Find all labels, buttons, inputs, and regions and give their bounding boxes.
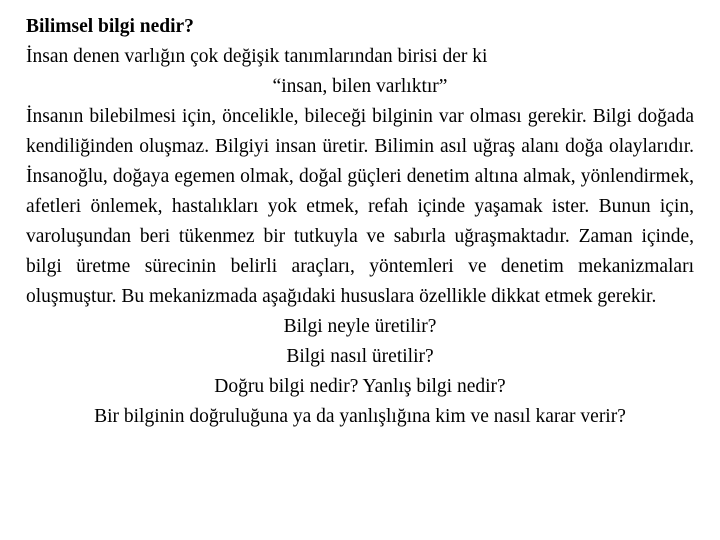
quote-line: “insan, bilen varlıktır”	[272, 76, 448, 97]
document-title: Bilimsel bilgi nedir?	[26, 16, 194, 37]
intro-sentence: İnsan denen varlığın çok değişik tanımlarından birisi der ki	[26, 46, 488, 67]
question-item: Doğru bilgi nedir? Yanlış bilgi nedir?	[214, 376, 506, 397]
question-item: Bilgi nasıl üretilir?	[286, 346, 434, 367]
question-list	[26, 312, 694, 432]
body-paragraph: İnsanın bilebilmesi için, öncelikle, bileceği bilginin var olması gerekir. Bilgi doğada kendiliğinden oluşmaz. Bilgiyi insan üretir. Bilimin asıl uğraş alanı doğa olaylarıdır. İnsanoğlu, doğaya egemen olmak, doğal güçleri denetim altına almak, yönlendirmek, afetleri önlemek, hastalıkları yok etmek, refah içinde yaşamak ister. Bunun için, varoluşundan beri tükenmez bir tutkuyla ve sabırla uğraşmaktadır. Zaman içinde, bilgi üretme sürecinin belirli araçları, yöntemleri ve denetim mekanizmaları oluşmuştur. Bu mekanizmada aşağıdaki hususlara özellikle dikkat etmek gerekir.	[26, 106, 694, 307]
document	[26, 12, 694, 432]
question-item: Bir bilginin doğruluğuna ya da yanlışlığına kim ve nasıl karar verir?	[94, 406, 626, 427]
question-item: Bilgi neyle üretilir?	[283, 316, 437, 337]
